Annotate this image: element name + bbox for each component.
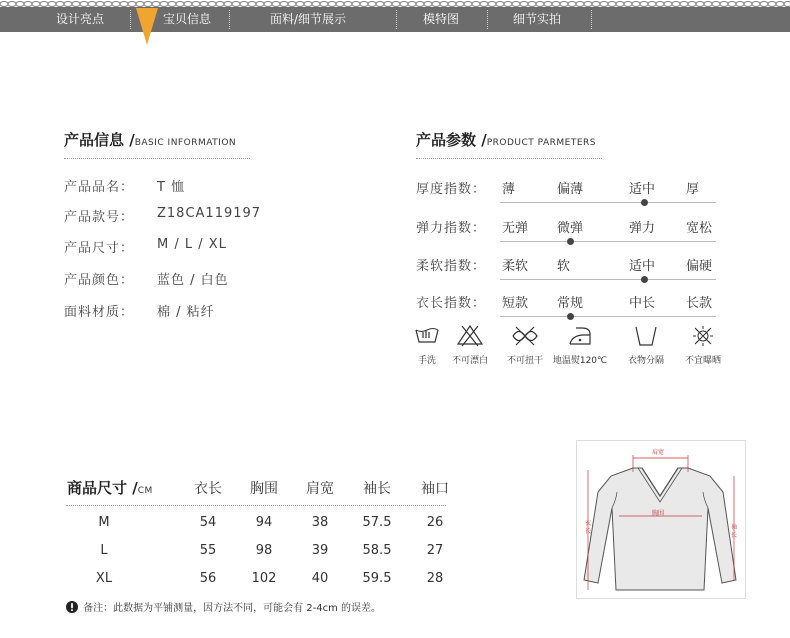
size-value: 94 [255,515,273,530]
no-bleach-icon [456,324,484,348]
param-track [500,316,716,317]
param-label: 柔软指数： [416,259,487,274]
size-column-header: 肩宽 [306,481,334,497]
param-indicator [567,238,574,245]
info-divider [64,158,250,160]
param-option: 宽松 [686,221,713,236]
info-heading [64,129,236,150]
param-option: 短款 [502,296,529,311]
tab-product-info[interactable]: 宝贝信息 [163,12,212,26]
no-wring-icon [511,324,539,348]
tab-design-highlights[interactable]: 设计亮点 [56,12,105,26]
param-indicator [567,313,574,320]
nav-separator [229,10,231,29]
param-label: 衣长指数： [416,296,487,311]
size-value: 40 [311,571,329,586]
shoulder-label: 肩宽 [652,449,665,456]
tab-fabric-details[interactable]: 面料/细节展示 [270,12,347,26]
size-name: M [98,515,110,530]
param-indicator [641,199,648,206]
info-value: Z18CA119197 [157,206,262,221]
params-heading [416,129,596,150]
param-option: 无弹 [502,221,529,236]
size-value: 38 [311,515,329,530]
length-label: 衣长 [585,520,592,535]
info-value: M / L / XL [157,237,227,252]
param-indicator [641,276,648,283]
size-title: 商品尺寸 / [67,479,138,497]
size-value: 102 [251,571,277,586]
size-note-text: 备注：此数据为平铺测量，因方法不同，可能会有 2-4cm 的误差。 [83,603,382,614]
params-title: 产品参数 / [416,131,487,149]
param-option: 柔软 [502,259,529,274]
param-option: 软 [557,259,571,274]
nav-separator [130,10,132,29]
size-column-header: 袖口 [421,481,449,497]
param-option: 适中 [629,182,656,197]
info-value: 棉 / 粘纤 [157,305,215,320]
param-option: 偏硬 [686,259,713,274]
size-value: 56 [199,571,217,586]
info-label: 面料材质： [64,305,135,320]
param-label: 厚度指数： [416,182,487,197]
care-label: 不可扭干 [506,356,543,366]
nav-separator [396,10,398,29]
params-subtitle: PRODUCT PARMETERS [486,138,596,148]
hand-wash-icon [413,324,441,348]
info-title: 产品信息 / [64,131,135,149]
wash-separately-icon [632,324,660,348]
nav-separator [487,10,489,29]
size-name: XL [95,571,113,586]
size-column-header: 袖长 [363,481,391,497]
size-heading [67,477,153,498]
tshirt-sketch [576,440,746,600]
size-unit: CM [137,486,153,496]
sleeve-label: 袖长 [731,524,738,539]
param-track [500,241,716,242]
warning-icon [66,601,78,613]
care-item [550,324,610,366]
care-label: 地温熨120℃ [552,356,608,366]
size-column-header: 衣长 [194,481,222,497]
param-option: 长款 [686,296,713,311]
size-value: 57.5 [362,515,392,530]
param-track [500,202,716,203]
size-value: 98 [255,543,273,558]
info-value: T 恤 [157,180,186,195]
care-label: 不可漂白 [451,356,488,366]
measurement-diagram [576,440,746,600]
no-sun-dry-icon [689,324,717,348]
active-tab-pointer [136,8,158,45]
info-label: 产品尺寸： [64,241,135,256]
size-value: 39 [311,543,329,558]
info-subtitle: BASIC INFORMATION [134,138,237,148]
size-name: L [100,543,108,558]
info-value: 蓝色 / 白色 [157,273,229,288]
param-option: 常规 [557,296,584,311]
size-value: 28 [426,571,444,586]
info-label: 产品品名： [64,180,135,195]
param-option: 偏薄 [557,182,584,197]
param-option: 厚 [686,182,700,197]
care-label: 衣物分隔 [627,356,664,366]
care-label: 手洗 [417,356,436,366]
size-value: 26 [426,515,444,530]
info-label: 产品款号： [64,210,135,225]
care-item [440,324,500,366]
param-label: 弹力指数： [416,221,487,236]
size-column-header: 胸围 [250,481,278,497]
param-option: 微弹 [557,221,584,236]
size-value: 59.5 [362,571,392,586]
param-option: 中长 [629,296,656,311]
tab-model-photos[interactable]: 模特图 [423,12,460,26]
params-divider [416,158,602,160]
info-label: 产品颜色： [64,273,135,288]
param-option: 弹力 [629,221,656,236]
care-label: 不宜曝晒 [684,356,721,366]
care-item [673,324,733,366]
nav-separator [591,10,593,29]
size-value: 58.5 [362,543,392,558]
param-track [500,279,716,280]
size-value: 27 [426,543,444,558]
size-value: 55 [199,543,217,558]
low-iron-icon [566,324,594,348]
care-item [495,324,555,366]
care-item [616,324,676,366]
chest-label: 胸围 [652,510,665,517]
param-option: 薄 [502,182,516,197]
size-value: 54 [199,515,217,530]
size-table-divider [66,505,446,507]
top-nav-bar [0,7,790,32]
size-note [66,596,381,615]
tab-detail-shots[interactable]: 细节实拍 [513,12,562,26]
param-option: 适中 [629,259,656,274]
